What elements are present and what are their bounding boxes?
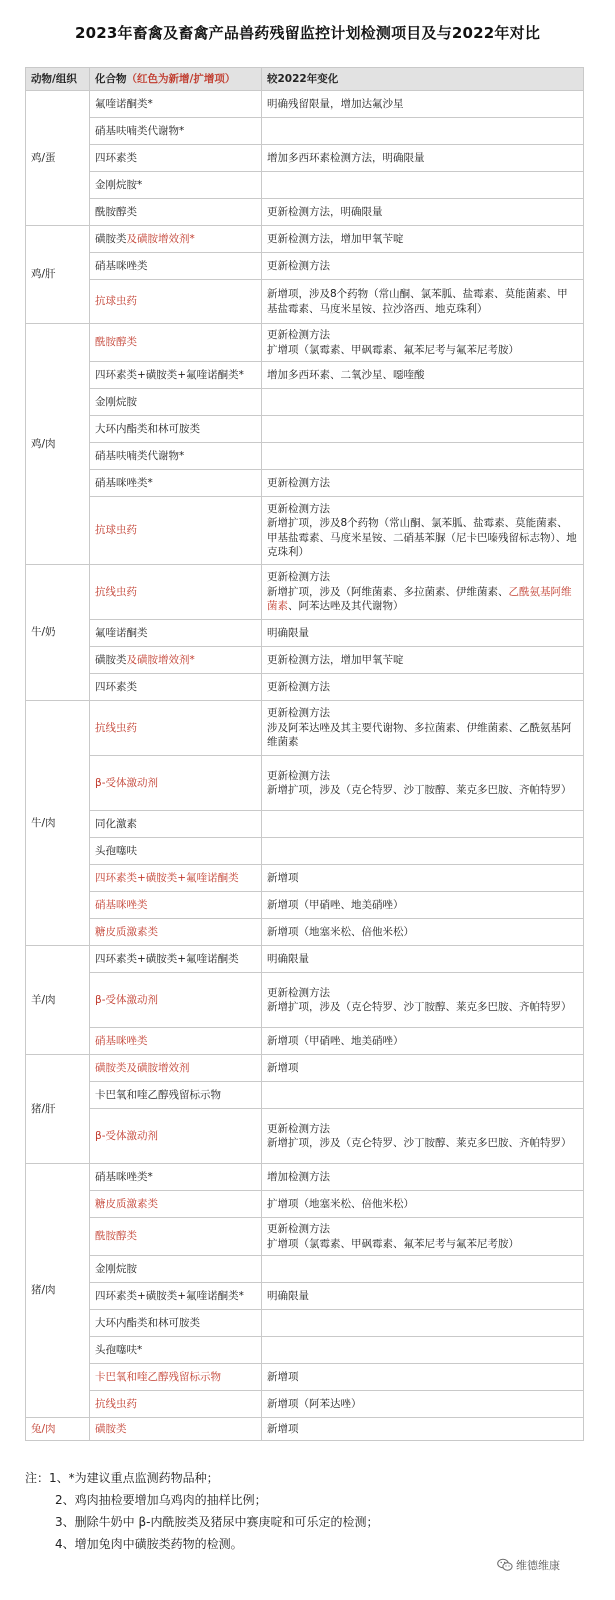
table-row bbox=[26, 1337, 584, 1364]
compound-name: 硝基呋喃类代谢物* bbox=[95, 449, 185, 462]
compound-name: 四环素类 bbox=[95, 151, 137, 164]
compound-name: β-受体激动剂 bbox=[95, 776, 158, 789]
change-text: 更新检测方法 新增扩项，涉及（克仑特罗、沙丁胺醇、莱克多巴胺、齐帕特罗） bbox=[267, 769, 572, 796]
change-cell bbox=[262, 1391, 584, 1418]
table-row bbox=[26, 620, 584, 647]
table-row bbox=[26, 811, 584, 838]
table-row bbox=[26, 145, 584, 172]
change-text: 更新检测方法 新增扩项，涉及（阿维菌素、多拉菌素、伊维菌素、 bbox=[267, 571, 509, 598]
change-cell bbox=[262, 199, 584, 226]
change-text: 更新检测方法 bbox=[267, 680, 330, 693]
change-cell bbox=[262, 1055, 584, 1082]
change-cell bbox=[262, 1164, 584, 1191]
change-cell bbox=[262, 838, 584, 865]
table-row bbox=[26, 946, 584, 973]
compound-cell bbox=[90, 91, 262, 118]
table-header-row bbox=[26, 68, 584, 91]
compound-cell bbox=[90, 1391, 262, 1418]
change-text: 更新检测方法，增加甲氧苄啶 bbox=[267, 232, 404, 245]
change-text: 扩增项（地塞米松、倍他米松） bbox=[267, 1197, 414, 1210]
table-row bbox=[26, 324, 584, 362]
compound-cell bbox=[90, 253, 262, 280]
compound-cell bbox=[90, 497, 262, 565]
note-1: 注：1、*为建议重点监测药物品种； bbox=[25, 1471, 219, 1485]
compound-cell bbox=[90, 811, 262, 838]
compound-name: 酰胺醇类 bbox=[95, 336, 137, 349]
compound-cell bbox=[90, 1164, 262, 1191]
change-text: 更新检测方法 新增扩项，涉及（克仑特罗、沙丁胺醇、莱克多巴胺、齐帕特罗） bbox=[267, 1122, 572, 1149]
compound-name: 糖皮质激素类 bbox=[95, 925, 158, 938]
compound-name: 同化激素 bbox=[95, 817, 137, 830]
compound-name: 磺胺类 bbox=[95, 232, 127, 245]
change-cell bbox=[262, 756, 584, 811]
table-row bbox=[26, 253, 584, 280]
note-3: 3、删除牛奶中 β-内酰胺类及猪尿中赛庚啶和可乐定的检测； bbox=[55, 1515, 379, 1529]
table-row bbox=[26, 280, 584, 324]
change-text: 新增项（甲硝唑、地美硝唑） bbox=[267, 1034, 404, 1047]
compound-name: 四环素类+磺胺类+氟喹诺酮类 bbox=[95, 871, 239, 884]
compound-cell bbox=[90, 1256, 262, 1283]
change-text: 更新检测方法，增加甲氧苄啶 bbox=[267, 653, 404, 666]
wechat-icon bbox=[497, 1558, 513, 1572]
animal-cell: 猪/肉 bbox=[26, 1164, 90, 1418]
table-row bbox=[26, 565, 584, 620]
table-row bbox=[26, 389, 584, 416]
table-row bbox=[26, 1109, 584, 1164]
compound-name: 卡巴氧和喹乙醇残留标示物 bbox=[95, 1088, 221, 1101]
table-row bbox=[26, 1055, 584, 1082]
compound-cell bbox=[90, 199, 262, 226]
compound-cell bbox=[90, 647, 262, 674]
compound-name: 抗球虫药 bbox=[95, 524, 137, 537]
change-cell bbox=[262, 865, 584, 892]
compound-cell bbox=[90, 1418, 262, 1441]
compound-name: 硝基咪唑类 bbox=[95, 898, 148, 911]
table-row bbox=[26, 838, 584, 865]
change-text: 、阿苯达唑及其代谢物） bbox=[288, 600, 404, 613]
change-cell bbox=[262, 443, 584, 470]
compound-name: 头孢噻呋* bbox=[95, 1343, 143, 1356]
change-text: 更新检测方法 扩增项（氯霉素、甲砜霉素、氟苯尼考与氟苯尼考胺） bbox=[267, 329, 519, 356]
note-2: 2、鸡肉抽检要增加乌鸡肉的抽样比例； bbox=[55, 1493, 267, 1507]
table-body bbox=[26, 91, 584, 1441]
table-row bbox=[26, 1310, 584, 1337]
compound-cell bbox=[90, 1055, 262, 1082]
compound-name: 头孢噻呋 bbox=[95, 844, 137, 857]
change-text: 新增项 bbox=[267, 1370, 299, 1383]
compound-name: 氟喹诺酮类 bbox=[95, 626, 148, 639]
compound-cell bbox=[90, 674, 262, 701]
change-text: 明确限量 bbox=[267, 1289, 309, 1302]
note-4: 4、增加兔肉中磺胺类药物的检测。 bbox=[55, 1537, 243, 1551]
compound-cell bbox=[90, 919, 262, 946]
change-text: 明确限量 bbox=[267, 952, 309, 965]
compound-name: 酰胺醇类 bbox=[95, 205, 137, 218]
table-row bbox=[26, 497, 584, 565]
compound-cell bbox=[90, 892, 262, 919]
animal-cell: 鸡/蛋 bbox=[26, 91, 90, 226]
animal-cell: 猪/肝 bbox=[26, 1055, 90, 1164]
compound-name: 金刚烷胺 bbox=[95, 395, 137, 408]
table-row bbox=[26, 756, 584, 811]
compound-name: 金刚烷胺 bbox=[95, 1262, 137, 1275]
compound-name: 硝基咪唑类 bbox=[95, 1034, 148, 1047]
change-text: 更新检测方法 新增扩项，涉及（克仑特罗、沙丁胺醇、莱克多巴胺、齐帕特罗） bbox=[267, 986, 572, 1013]
animal-cell: 鸡/肉 bbox=[26, 324, 90, 565]
compound-name: 糖皮质激素类 bbox=[95, 1197, 158, 1210]
compound-name: β-受体激动剂 bbox=[95, 1129, 158, 1142]
compound-cell bbox=[90, 1028, 262, 1055]
table-row bbox=[26, 1164, 584, 1191]
compound-name: 磺胺类及磺胺增效剂 bbox=[95, 1061, 190, 1074]
table-row bbox=[26, 1028, 584, 1055]
watermark bbox=[497, 1557, 560, 1573]
compound-name: 大环内酯类和林可胺类 bbox=[95, 422, 200, 435]
header-compound-label: 化合物 bbox=[95, 72, 127, 85]
change-cell bbox=[262, 674, 584, 701]
change-cell bbox=[262, 1028, 584, 1055]
change-text: 明确残留限量，增加达氟沙星 bbox=[267, 97, 404, 110]
compound-name: β-受体激动剂 bbox=[95, 993, 158, 1006]
change-text: 新增项（地塞米松、倍他米松） bbox=[267, 925, 414, 938]
compound-name: 硝基咪唑类* bbox=[95, 476, 153, 489]
change-cell bbox=[262, 226, 584, 253]
residue-table bbox=[25, 67, 584, 1441]
change-cell bbox=[262, 1364, 584, 1391]
change-cell bbox=[262, 389, 584, 416]
compound-name: 硝基呋喃类代谢物* bbox=[95, 124, 185, 137]
change-cell bbox=[262, 362, 584, 389]
compound-name: 抗球虫药 bbox=[95, 295, 137, 308]
change-cell bbox=[262, 91, 584, 118]
change-text: 新增项，涉及8个药物（常山酮、氯苯胍、盐霉素、莫能菌素、甲基盐霉素、马度米星铵、拉沙洛西、地克珠利） bbox=[267, 288, 568, 315]
compound-cell bbox=[90, 1082, 262, 1109]
compound-name: 硝基咪唑类 bbox=[95, 259, 148, 272]
compound-cell bbox=[90, 756, 262, 811]
table-row bbox=[26, 470, 584, 497]
change-cell bbox=[262, 892, 584, 919]
compound-cell bbox=[90, 280, 262, 324]
table-row bbox=[26, 226, 584, 253]
compound-name: 磺胺类 bbox=[95, 1422, 127, 1435]
change-text: 更新检测方法 bbox=[267, 476, 330, 489]
compound-name: 四环素类+磺胺类+氟喹诺酮类* bbox=[95, 368, 244, 381]
change-cell bbox=[262, 172, 584, 199]
table-row bbox=[26, 91, 584, 118]
compound-cell bbox=[90, 1218, 262, 1256]
table-row bbox=[26, 443, 584, 470]
change-cell bbox=[262, 1218, 584, 1256]
change-cell bbox=[262, 1418, 584, 1441]
change-cell bbox=[262, 1109, 584, 1164]
animal-cell: 鸡/肝 bbox=[26, 226, 90, 324]
table-row bbox=[26, 674, 584, 701]
change-text: 明确限量 bbox=[267, 626, 309, 639]
change-cell bbox=[262, 973, 584, 1028]
page-title: 2023年畜禽及畜禽产品兽药残留监控计划检测项目及与2022年对比 bbox=[74, 24, 541, 42]
change-cell bbox=[262, 647, 584, 674]
compound-cell bbox=[90, 172, 262, 199]
change-cell bbox=[262, 1310, 584, 1337]
table-row bbox=[26, 118, 584, 145]
change-cell bbox=[262, 280, 584, 324]
table-row bbox=[26, 1218, 584, 1256]
table-row bbox=[26, 892, 584, 919]
compound-name: 硝基咪唑类* bbox=[95, 1170, 153, 1183]
change-cell bbox=[262, 1283, 584, 1310]
compound-name: 四环素类 bbox=[95, 680, 137, 693]
change-cell bbox=[262, 919, 584, 946]
change-text: 增加多西环素、二氧沙星、噁喹酸 bbox=[267, 368, 425, 381]
change-cell bbox=[262, 946, 584, 973]
change-cell bbox=[262, 701, 584, 756]
header-animal: 动物/组织 bbox=[26, 68, 90, 91]
compound-name: 抗线虫药 bbox=[95, 721, 137, 734]
compound-name: 磺胺类 bbox=[95, 653, 127, 666]
compound-name: 四环素类+磺胺类+氟喹诺酮类* bbox=[95, 1289, 244, 1302]
table-row bbox=[26, 919, 584, 946]
table-row bbox=[26, 1283, 584, 1310]
change-cell bbox=[262, 1256, 584, 1283]
compound-cell bbox=[90, 1283, 262, 1310]
compound-cell bbox=[90, 443, 262, 470]
compound-cell bbox=[90, 324, 262, 362]
change-cell bbox=[262, 470, 584, 497]
compound-cell bbox=[90, 838, 262, 865]
compound-cell bbox=[90, 1310, 262, 1337]
header-compound-note: （红色为新增/扩增项） bbox=[126, 72, 236, 85]
compound-cell bbox=[90, 416, 262, 443]
table-row bbox=[26, 1364, 584, 1391]
change-cell bbox=[262, 497, 584, 565]
change-cell bbox=[262, 118, 584, 145]
notes-block bbox=[25, 1467, 585, 1555]
compound-name: 氟喹诺酮类* bbox=[95, 97, 153, 110]
change-cell bbox=[262, 416, 584, 443]
change-text: 更新检测方法 涉及阿苯达唑及其主要代谢物、多拉菌素、伊维菌素、乙酰氨基阿维菌素 bbox=[267, 707, 572, 749]
header-compound bbox=[90, 68, 262, 91]
compound-red-suffix: 及磺胺增效剂* bbox=[126, 653, 195, 666]
change-text: 更新检测方法 bbox=[267, 259, 330, 272]
change-cell bbox=[262, 811, 584, 838]
change-text: 增加多西环素检测方法，明确限量 bbox=[267, 151, 425, 164]
table-row bbox=[26, 1191, 584, 1218]
compound-cell bbox=[90, 118, 262, 145]
table-row bbox=[26, 973, 584, 1028]
table-row bbox=[26, 1256, 584, 1283]
compound-cell bbox=[90, 701, 262, 756]
change-text: 新增项 bbox=[267, 1061, 299, 1074]
change-text: 增加检测方法 bbox=[267, 1170, 330, 1183]
table-row bbox=[26, 199, 584, 226]
change-text: 新增项 bbox=[267, 1422, 299, 1435]
compound-cell bbox=[90, 362, 262, 389]
compound-red-suffix: 及磺胺增效剂* bbox=[126, 232, 195, 245]
watermark-text: 维德维康 bbox=[516, 1559, 560, 1572]
animal-cell: 羊/肉 bbox=[26, 946, 90, 1055]
compound-cell bbox=[90, 1337, 262, 1364]
compound-cell bbox=[90, 865, 262, 892]
change-text: 新增项（阿苯达唑） bbox=[267, 1397, 362, 1410]
change-cell bbox=[262, 565, 584, 620]
compound-name: 抗线虫药 bbox=[95, 1397, 137, 1410]
compound-cell bbox=[90, 1109, 262, 1164]
table-row bbox=[26, 172, 584, 199]
compound-cell bbox=[90, 1191, 262, 1218]
change-text: 更新检测方法 新增扩项，涉及8个药物（常山酮、氯苯胍、盐霉素、莫能菌素、甲基盐霉素、马度米星铵、二硝基苯脲（尼卡巴嗪残留标志物）、地克珠利） bbox=[267, 502, 577, 558]
table-row bbox=[26, 1418, 584, 1441]
change-cell bbox=[262, 620, 584, 647]
change-text: 更新检测方法 扩增项（氯霉素、甲砜霉素、氟苯尼考与氟苯尼考胺） bbox=[267, 1223, 519, 1250]
table-row bbox=[26, 416, 584, 443]
compound-name: 抗线虫药 bbox=[95, 585, 137, 598]
change-cell bbox=[262, 1337, 584, 1364]
header-change: 较2022年变化 bbox=[262, 68, 584, 91]
compound-cell bbox=[90, 1364, 262, 1391]
animal-cell: 牛/肉 bbox=[26, 701, 90, 946]
table-row bbox=[26, 1391, 584, 1418]
compound-cell bbox=[90, 620, 262, 647]
table-row bbox=[26, 647, 584, 674]
change-text: 更新检测方法，明确限量 bbox=[267, 205, 383, 218]
compound-name: 卡巴氧和喹乙醇残留标示物 bbox=[95, 1370, 221, 1383]
compound-cell bbox=[90, 973, 262, 1028]
compound-cell bbox=[90, 389, 262, 416]
change-text: 新增项（甲硝唑、地美硝唑） bbox=[267, 898, 404, 911]
change-cell bbox=[262, 253, 584, 280]
compound-cell bbox=[90, 226, 262, 253]
table-row bbox=[26, 1082, 584, 1109]
compound-name: 大环内酯类和林可胺类 bbox=[95, 1316, 200, 1329]
change-text: 新增项 bbox=[267, 871, 299, 884]
compound-cell bbox=[90, 470, 262, 497]
change-cell bbox=[262, 324, 584, 362]
table-row bbox=[26, 865, 584, 892]
compound-cell bbox=[90, 946, 262, 973]
table-row bbox=[26, 362, 584, 389]
compound-name: 金刚烷胺* bbox=[95, 178, 143, 191]
change-cell bbox=[262, 145, 584, 172]
animal-cell: 兔/肉 bbox=[26, 1418, 90, 1441]
animal-cell: 牛/奶 bbox=[26, 565, 90, 701]
compound-cell bbox=[90, 565, 262, 620]
change-cell bbox=[262, 1191, 584, 1218]
compound-name: 酰胺醇类 bbox=[95, 1230, 137, 1243]
compound-cell bbox=[90, 145, 262, 172]
change-cell bbox=[262, 1082, 584, 1109]
table-row bbox=[26, 701, 584, 756]
change-text: 乙酰氨基阿维菌素 bbox=[267, 585, 572, 613]
compound-name: 四环素类+磺胺类+氟喹诺酮类 bbox=[95, 952, 239, 965]
